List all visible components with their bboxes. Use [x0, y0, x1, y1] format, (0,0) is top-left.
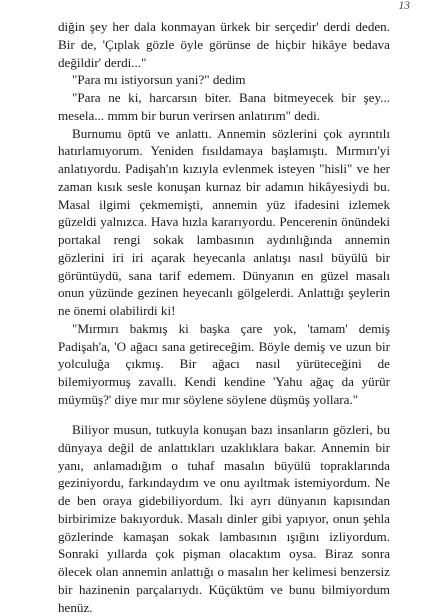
page-number: 13: [398, 0, 410, 12]
paragraph: "Mırmırı bakmış ki başka çare yok, 'tamam' demiş Padişah'a, 'O ağacı sana getireceğim. Böyle demiş ve uzun bir yolculuğa çıkmış. Bir ağacı nasıl yürüteceğini de bilemiyormuş zavallı. Kendi kendine 'Yahu ağaç da yürür müymüş?' diye mır mır söylene söylene düşmüş yollara.": [58, 320, 390, 407]
paragraph: Biliyor musun, tutkuyla konuşan bazı insanların gözleri, bu dünyaya değil de anlattıkları uzaklıklara bakar. Annemin bir yanı, anlamadığım o tuhaf masalın büyülü topraklarında geziniyordu, farkındaydım ve onu ayıltmak istemiyordum. Ne de ben oraya gidebiliyordum. İki ayrı dünyanın kapısından birbirimize bakıyorduk. Masalı dinler gibi yapıyor, onun şehla gözlerinde kamaşan sokak lambasının ışığını izliyordum. Sonraki yıllarda çok pişman olacaktım oysa. Biraz sonra ölecek olan annemin anlattığı o masalın her kelimesi benzersiz bir hazinenin parçalarıydı. Küçüktüm ve bunu bilmiyordum henüz.: [58, 422, 390, 615]
paragraph: diğin şey her dala konmayan ürkek bir serçedir' derdi deden. Bir de, 'Çıplak gözle öyle görünse de hiçbir hikâye bedava değildir' derdi...": [58, 19, 390, 70]
paragraph: "Para ne ki, harcarsın biter. Bana bitmeyecek bir şey... mesela... mmm bir burun verirsen anlatırım" dedi.: [58, 90, 390, 123]
paragraph: "Para mı istiyorsun yani?" dedim: [72, 72, 246, 88]
paragraph: Burnumu öptü ve anlattı. Annemin sözlerini çok ayrıntılı hatırlamıyorum. Yeniden fısıldamaya başlamıştı. Mırmırı'yi anlatıyordu. Padişah'ın kızıyla evlenmek isteyen "hisli" ve her zaman kısık sesle konuşan kurnaz bir adamın hikâyesiydi bu. Masal ilgimi çekmemişti, annemin yüz ifadesini izlemek güzeldi yalnızca. Hava hızla kararıyordu. Pencerenin önündeki portakal rengi sokak lambasının aydınlığında annemin gözlerini iri iri açarak heyecanla anlatışı nasıl büyülü bir görüntüydü, sana tarif edemem. Dünyanın en güzel masalı onun yüzünde gezinen heyecanlı gölgelerdi. Anlattığı şeylerin ne önemi olabilirdi ki!: [58, 125, 390, 318]
text-section-1: [58, 18, 390, 409]
text-section-2: [58, 421, 390, 616]
